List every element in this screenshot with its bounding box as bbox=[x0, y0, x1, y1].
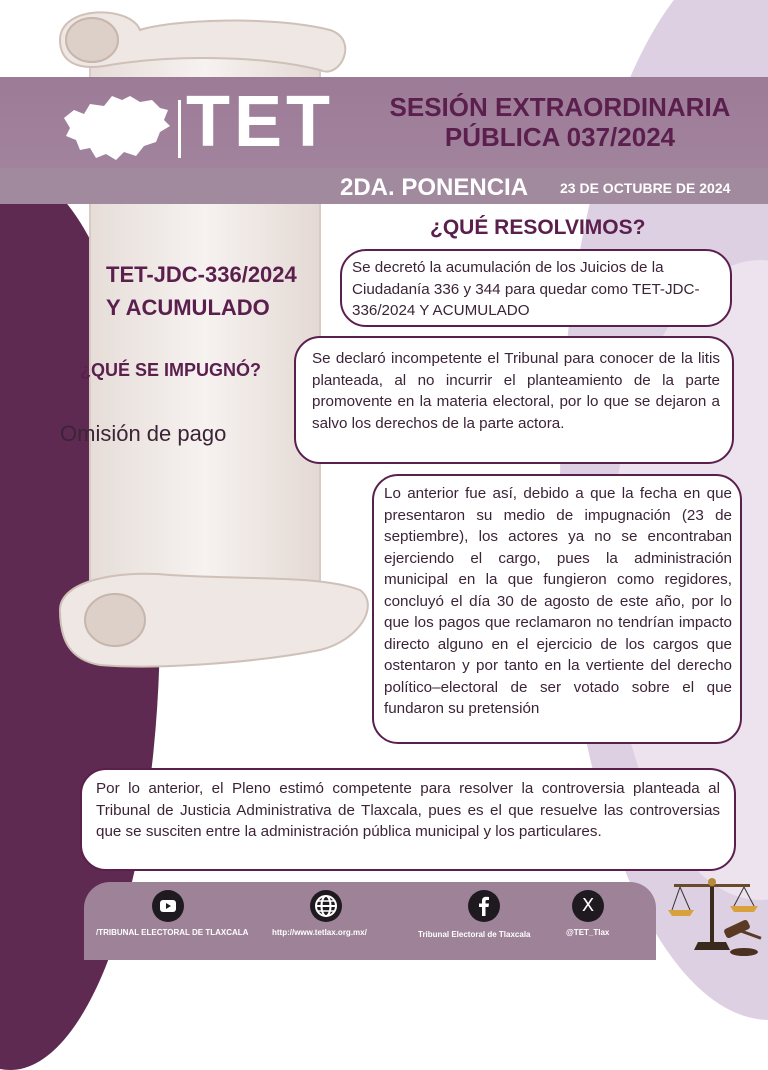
youtube-icon[interactable] bbox=[152, 890, 184, 922]
case-number bbox=[106, 258, 297, 324]
logo-divider bbox=[178, 100, 181, 158]
ponencia-label: 2DA. PONENCIA bbox=[340, 174, 529, 201]
session-title-line2: PÚBLICA 037/2024 bbox=[444, 122, 676, 152]
session-title-line1: SESIÓN EXTRAORDINARIA bbox=[389, 92, 731, 122]
case-number-line2: Y ACUMULADO bbox=[106, 295, 270, 320]
x-icon[interactable] bbox=[572, 890, 604, 922]
globe-icon[interactable] bbox=[310, 890, 342, 922]
x-link[interactable]: @TET_Tlax bbox=[566, 928, 610, 937]
resolution-point-1: Se decretó la acumulación de los Juicios de la Ciudadanía 336 y 344 para quedar como TET-JDC-336/2024 Y ACUMULADO bbox=[340, 249, 732, 327]
session-title bbox=[360, 92, 760, 152]
youtube-link[interactable]: /TRIBUNAL ELECTORAL DE TLAXCALA bbox=[96, 928, 249, 937]
case-number-line1: TET-JDC-336/2024 bbox=[106, 262, 297, 287]
facebook-icon[interactable] bbox=[468, 890, 500, 922]
resolution-point-4: Por lo anterior, el Pleno estimó competente para resolver la controversia planteada al Tribunal de Justicia Administrativa de Tlaxcala, pues es el que resuelve las controversias que se susciten entre la administración pública municipal y los particulares. bbox=[80, 768, 736, 871]
x-glyph: X bbox=[581, 895, 595, 916]
website-link[interactable]: http://www.tetlax.org.mx/ bbox=[272, 928, 367, 937]
resolution-point-3: Lo anterior fue así, debido a que la fecha en que presentaron su medio de impugnación (23 de septiembre), los actores ya no se encontraban ejerciendo el cargo, pues la administración municipal en la que fungieron como regidores, concluyó el día 30 de agosto de este año, por lo que los pagos que reclamaron no tendrían impacto directo alguno en el ejercicio de los cargos que ostentaron y por tanto en la vertiente del derecho político–electoral de ser votado sobre el que fundaron su pretensión bbox=[372, 474, 742, 744]
resolution-heading: ¿QUÉ RESOLVIMOS? bbox=[430, 216, 646, 239]
footer-band bbox=[84, 882, 656, 960]
tlaxcala-map-icon bbox=[60, 92, 172, 164]
tet-logo-text: TET bbox=[186, 82, 334, 162]
impugned-value: Omisión de pago bbox=[60, 421, 227, 446]
impugned-heading: ¿QUÉ SE IMPUGNÓ? bbox=[80, 360, 262, 380]
resolution-point-2: Se declaró incompetente el Tribunal para conocer de la litis planteada, al no incurrir el planteamiento de la parte promovente en la materia electoral, por lo que se dejaron a salvo los derechos de la parte actora. bbox=[294, 336, 734, 464]
scale-of-justice-icon bbox=[664, 872, 768, 960]
session-date: 23 DE OCTUBRE DE 2024 bbox=[560, 180, 731, 196]
facebook-link[interactable]: Tribunal Electoral de Tlaxcala bbox=[418, 930, 531, 939]
